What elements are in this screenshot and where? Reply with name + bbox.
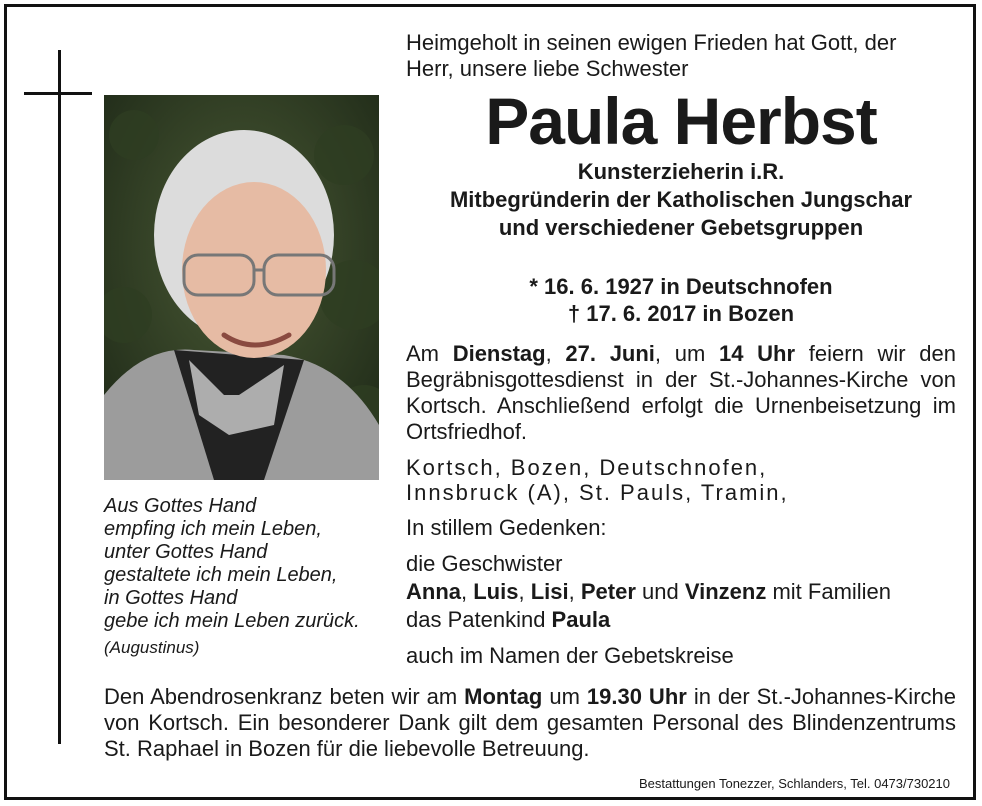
intro-text (406, 30, 956, 82)
godchild-line: das Patenkind Paula (406, 607, 611, 632)
portrait-photo (104, 95, 379, 480)
sibling-name: Anna (406, 579, 461, 604)
poem-line: gebe ich mein Leben zurück. (104, 610, 360, 632)
life-dates (406, 273, 956, 327)
siblings-label: die Geschwister (406, 551, 563, 576)
mourning-intro: In stillem Gedenken: (406, 515, 607, 540)
siblings-line: Anna, Luis, Lisi, Peter und Vinzenz mit Familien (406, 579, 892, 604)
poem (104, 495, 394, 633)
title-line: Mitbegründerin der Katholischen Jungschar (449, 187, 913, 212)
undertaker-footer: Bestattungen Tonezzer, Schlanders, Tel. 0473/730210 (638, 776, 950, 791)
poem-source: (Augustinus) (104, 638, 200, 657)
funeral-notice (406, 341, 956, 445)
poem-line: empfing ich mein Leben, (104, 518, 322, 540)
places-line: Innsbruck (A), St. Pauls, Tramin, (406, 480, 789, 505)
funeral-date: 27. Juni (565, 341, 655, 366)
funeral-text: feiern wir den Begräbnisgottesdienst in der St.-Johannes-Kirche von Kortsch. Anschließend erfolgt die Urnenbeisetzung im Ortsfriedhof. (406, 341, 956, 444)
mourning-last: auch im Namen der Gebetskreise (406, 643, 734, 668)
sibling-name: Luis (473, 579, 519, 604)
poem-line: in Gottes Hand (104, 587, 238, 609)
places-line: Kortsch, Bozen, Deutschnofen, (406, 455, 768, 480)
poem-line: unter Gottes Hand (104, 541, 268, 563)
poem-line: gestaltete ich mein Leben, (104, 564, 338, 586)
intro-line: Heimgeholt in seinen ewigen Frieden hat Gott, der (406, 30, 897, 55)
funeral-sep: , um (654, 341, 706, 366)
cross-icon-bar (24, 92, 92, 95)
poem-line: Aus Gottes Hand (104, 495, 257, 517)
deceased-name: Paula Herbst (485, 84, 877, 158)
cross-icon (58, 50, 61, 744)
funeral-day: Dienstag (452, 341, 546, 366)
funeral-sep: , (545, 341, 552, 366)
title-line: Kunsterzieherin i.R. (577, 159, 785, 184)
funeral-time: 14 Uhr (718, 341, 796, 366)
rosary-day: Montag (464, 684, 543, 709)
godchild-name: Paula (551, 607, 611, 632)
death-date: † 17. 6. 2017 in Bozen (567, 301, 795, 326)
sibling-name: Vinzenz (684, 579, 767, 604)
intro-line: Herr, unsere liebe Schwester (406, 56, 689, 81)
closing-notice: Den Abendrosenkranz beten wir am Montag um 19.30 Uhr in der St.-Johannes-Kirche von Kortsch. Ein besonderer Dank gilt dem gesamten Personal des Blindenzentrums St. Raphael in Bozen für die liebevolle Betreuung. (104, 684, 956, 761)
sibling-name: Lisi (530, 579, 569, 604)
rosary-time: 19.30 Uhr (586, 684, 687, 709)
birth-date: * 16. 6. 1927 in Deutschnofen (529, 274, 833, 299)
title-line: und verschiedener Gebetsgruppen (498, 215, 864, 240)
mourners (406, 514, 956, 670)
places (406, 455, 956, 505)
sibling-name: Peter (580, 579, 636, 604)
deceased-titles (406, 158, 956, 242)
funeral-prefix: Am (406, 341, 439, 366)
